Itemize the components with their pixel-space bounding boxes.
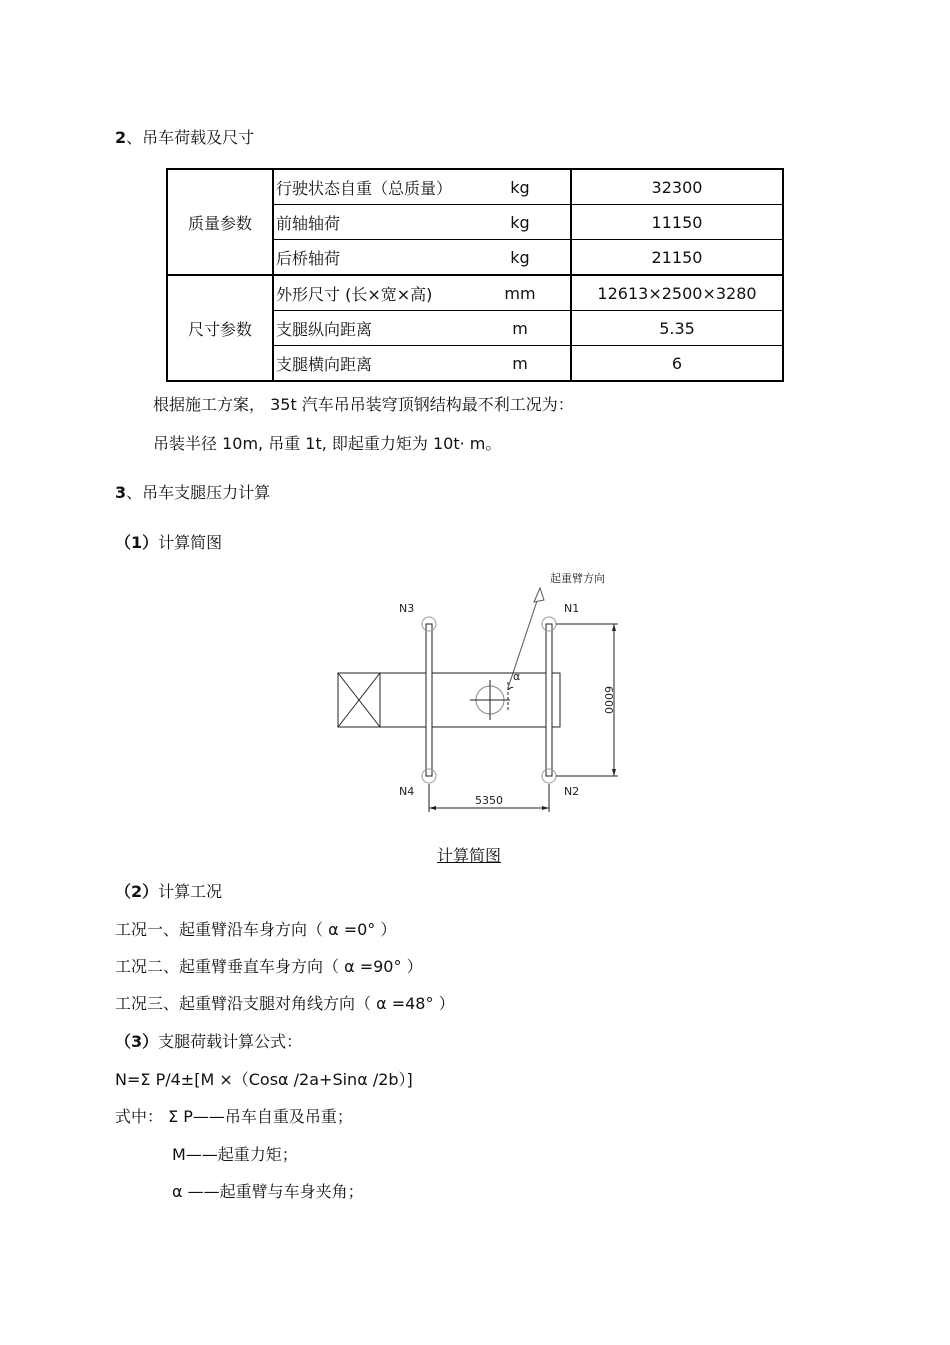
subsection-number: （1） <box>115 533 159 552</box>
section-3-heading <box>115 480 270 503</box>
crane-spec-table <box>166 168 784 382</box>
crane-body <box>338 673 560 727</box>
param-name: 前轴轴荷 <box>273 205 470 240</box>
param-name: 外形尺寸 (长×宽×高) <box>273 275 470 311</box>
param-name: 支腿横向距离 <box>273 346 470 382</box>
section-title: 、吊车荷载及尺寸 <box>126 128 255 147</box>
alpha-label: α <box>513 670 521 683</box>
case-1: 工况一、起重臂沿车身方向（ α =0° ） <box>115 920 397 939</box>
param-value: 6 <box>571 346 783 382</box>
group-label: 尺寸参数 <box>167 275 273 381</box>
subsection-3-heading <box>115 1029 302 1052</box>
boom-direction-label: 起重臂方向 <box>550 572 605 585</box>
section-number: 3 <box>115 483 127 502</box>
param-unit: kg <box>470 205 571 240</box>
param-name: 后桥轴荷 <box>273 240 470 276</box>
section-title: 、吊车支腿压力计算 <box>126 483 271 502</box>
table-row <box>167 275 783 311</box>
diagram-caption: 计算简图 <box>437 846 502 865</box>
calculation-diagram <box>330 565 630 815</box>
case-2: 工况二、起重臂垂直车身方向（ α =90° ） <box>115 957 423 976</box>
dimension-label-vertical: 6000 <box>602 686 615 714</box>
param-unit: m <box>470 346 571 382</box>
section-2-heading <box>115 125 254 148</box>
param-value: 11150 <box>571 205 783 240</box>
dimension-arrow <box>429 806 436 810</box>
param-unit: kg <box>470 240 571 276</box>
param-unit: mm <box>470 275 571 311</box>
subsection-title: 计算简图 <box>158 533 223 552</box>
param-value: 5.35 <box>571 311 783 346</box>
dimension-arrow <box>612 769 616 776</box>
subsection-number: （3） <box>115 1032 159 1051</box>
boom-arrow-head <box>534 588 544 602</box>
case-3: 工况三、起重臂沿支腿对角线方向（ α =48° ） <box>115 994 455 1013</box>
node-label-n4: N4 <box>399 785 415 798</box>
subsection-number: （2） <box>115 882 159 901</box>
param-unit: m <box>470 311 571 346</box>
subsection-title: 计算工况 <box>158 882 223 901</box>
formula-definition-m: M——起重力矩； <box>172 1145 298 1164</box>
dimension-arrow <box>542 806 549 810</box>
load-formula: N=Σ P/4±[M ×（Cosα /2a+Sinα /2b）] <box>115 1070 413 1089</box>
section-number: 2 <box>115 128 127 147</box>
left-outrigger-beam <box>426 624 432 776</box>
worst-case-paragraph: 根据施工方案， 35t 汽车吊吊装穹顶钢结构最不利工况为： <box>153 395 574 414</box>
moment-paragraph: 吊装半径 10m, 吊重 1t, 即起重力矩为 10t· m。 <box>153 434 502 453</box>
param-value: 21150 <box>571 240 783 276</box>
right-outrigger-beam <box>546 624 552 776</box>
subsection-title: 支腿荷载计算公式： <box>158 1032 303 1051</box>
group-label: 质量参数 <box>167 169 273 275</box>
angle-arc <box>508 687 513 690</box>
param-value: 32300 <box>571 169 783 205</box>
dimension-label-horizontal: 5350 <box>475 794 503 807</box>
node-label-n2: N2 <box>564 785 580 798</box>
dimension-arrow <box>612 624 616 631</box>
formula-definition-sum-p: 式中： Σ P——吊车自重及吊重； <box>115 1107 353 1126</box>
subsection-1-heading <box>115 530 222 553</box>
param-name: 支腿纵向距离 <box>273 311 470 346</box>
table-row <box>167 169 783 205</box>
param-name: 行驶状态自重（总质量） <box>273 169 470 205</box>
param-unit: kg <box>470 169 571 205</box>
formula-definition-alpha: α ——起重臂与车身夹角； <box>172 1182 364 1201</box>
node-label-n1: N1 <box>564 602 580 615</box>
node-label-n3: N3 <box>399 602 415 615</box>
subsection-2-heading <box>115 879 222 902</box>
param-value: 12613×2500×3280 <box>571 275 783 311</box>
